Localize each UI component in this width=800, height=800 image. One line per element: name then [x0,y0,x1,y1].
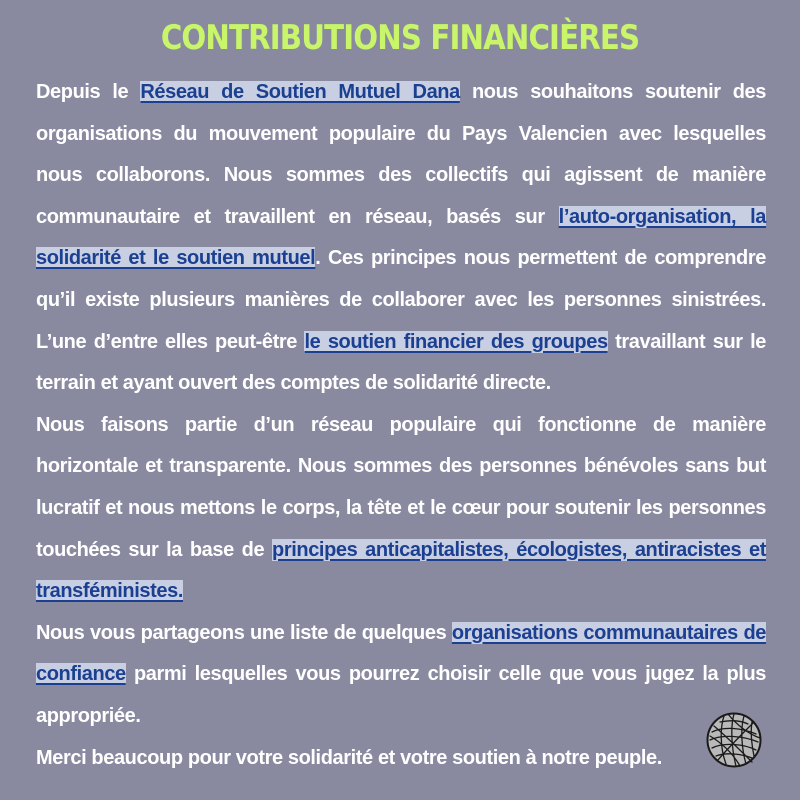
woven-yarn-ball-icon [706,712,762,768]
paragraph-intro [36,72,766,405]
page-title: CONTRIBUTIONS FINANCIÈRES [160,18,640,58]
link-self-organisation[interactable]: l’auto-organisation, la solidarité et le soutien mutuel [36,205,767,270]
main-text [36,72,766,779]
link-dana-network[interactable]: Réseau de Soutien Mutuel Dana [140,81,460,103]
link-organisations[interactable]: organisations communautaires de confiance [36,621,766,686]
text-span: Nous faisons partie d’un réseau populaire qui fonctionne de manière horizontale et transparente. Nous sommes des personnes bénévoles sans but lucratif et nous mettons le corps, la tête et le cœur pour soutenir les personnes touchées sur la base de [36,413,766,561]
text-span: Merci beaucoup pour votre solidarité et votre soutien à notre peuple. [36,746,662,769]
link-principles[interactable]: principes anticapitalistes, écologistes, antiracistes et transféministes. [36,538,766,603]
paragraph-list [36,613,766,738]
paragraph-network [36,405,766,613]
text-span: Nous vous partageons une liste de quelques [36,621,452,644]
paragraph-thanks [36,738,766,780]
text-span: nous souhaitons soutenir des organisations du mouvement populaire du Pays Valencien avec lesquelles nous collaborons. Nous sommes des collectifs qui agissent de manière communautaire et travaillent en réseau, basés sur [36,81,767,228]
text-span: Depuis le [36,81,141,103]
link-financial-support[interactable]: le soutien financier des groupes [304,330,608,353]
text-span: travaillant sur le terrain et ayant ouvert des comptes de solidarité directe. [36,330,766,395]
text-span: parmi lesquelles vous pourrez choisir celle que vous jugez la plus appropriée. [36,663,766,727]
text-span: . Ces principes nous permettent de comprendre qu’il existe plusieurs manières de collaborer avec les personnes sinistrées. L’une d’entre elles peut-être [36,247,766,353]
